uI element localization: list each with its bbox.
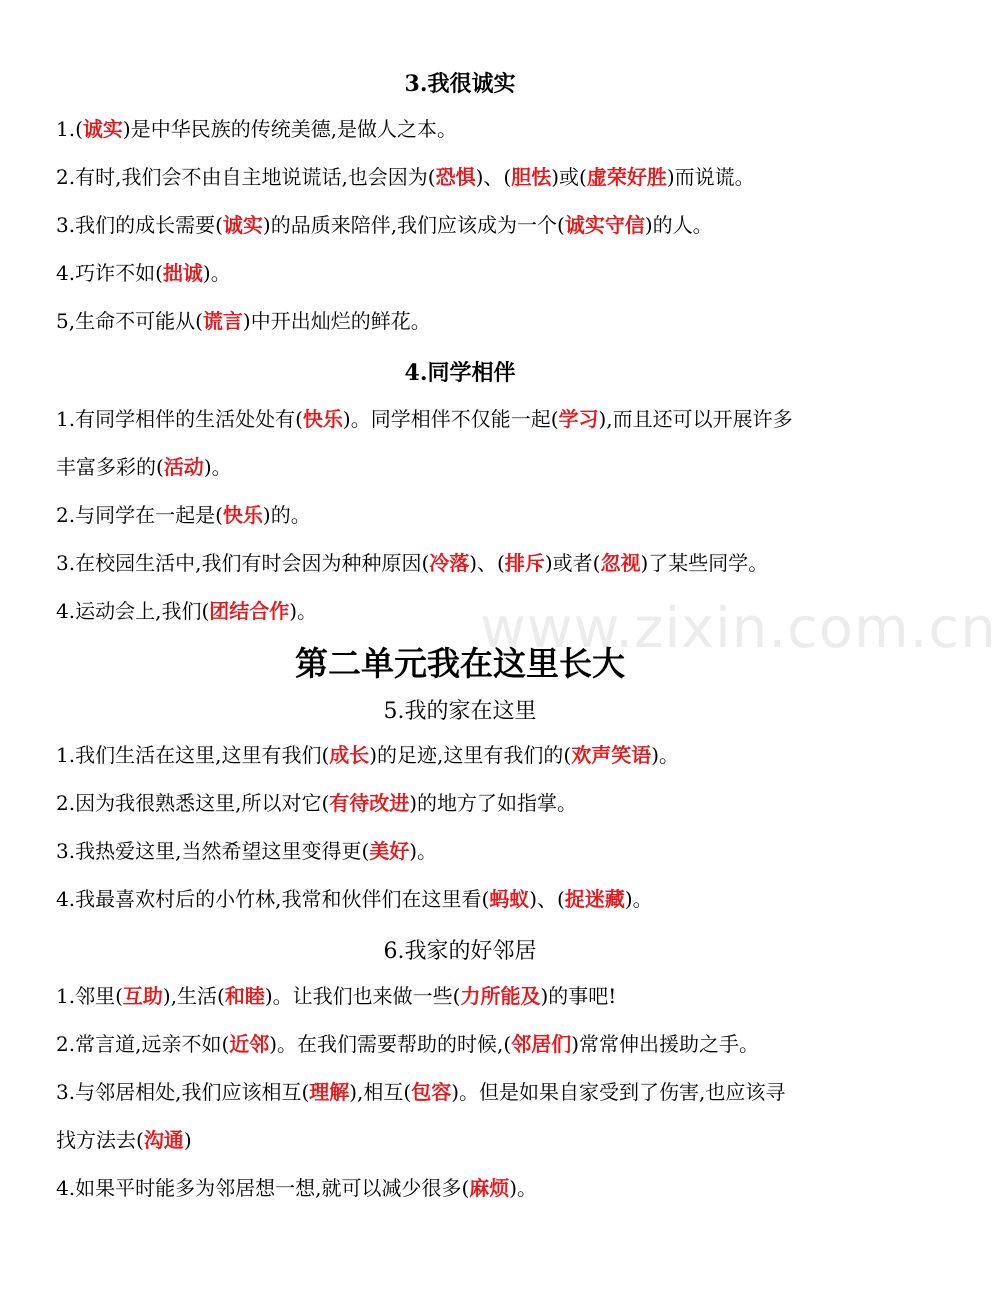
lesson-3-line-5 <box>56 309 876 333</box>
answer-text: 邻居们 <box>511 1032 572 1056</box>
answer-text: 捉迷藏 <box>564 887 625 911</box>
sentence-text: )。 <box>624 887 653 911</box>
sentence-text: ),生活( <box>162 984 225 1008</box>
answer-text: 忽视 <box>600 551 641 575</box>
answer-text: 虚荣好胜 <box>586 165 667 189</box>
sentence-text: 4.我最喜欢村后的小竹林,我常和伙伴们在这里看( <box>56 887 490 911</box>
sentence-text: )。 <box>651 743 680 767</box>
answer-text: 拙诚 <box>162 261 203 285</box>
sentence-text: )的。 <box>262 503 311 527</box>
sentence-text: )。 <box>289 599 318 623</box>
sentence-text: 5,生命不可能从( <box>56 309 203 333</box>
lesson-6-line-3 <box>56 1080 876 1104</box>
sentence-text: )、( <box>469 551 505 575</box>
lesson-3-title: 3.我很诚实 <box>404 71 516 97</box>
lesson-4-line-1 <box>56 407 876 431</box>
answer-text: 冷落 <box>429 551 470 575</box>
answer-text: 诚实 <box>222 213 263 237</box>
lesson-3-line-4 <box>56 261 876 285</box>
answer-text: 近邻 <box>229 1032 270 1056</box>
answer-text: 胆怯 <box>511 165 552 189</box>
sentence-text: )。让我们也来做一些( <box>264 984 461 1008</box>
sentence-text: )。在我们需要帮助的时候,( <box>269 1032 512 1056</box>
lesson-5-line-2 <box>56 791 876 815</box>
sentence-text: )的地方了如指掌。 <box>409 791 578 815</box>
answer-text: 和睦 <box>224 984 265 1008</box>
lesson-3-line-2 <box>56 165 876 189</box>
sentence-text: )的品质来陪伴,我们应该成为一个( <box>262 213 565 237</box>
answer-text: 快乐 <box>302 407 343 431</box>
sentence-text: )、( <box>529 887 565 911</box>
lesson-5-title: 5.我的家在这里 <box>383 699 537 724</box>
sentence-text: ),相互( <box>349 1080 412 1104</box>
sentence-text: )。 <box>409 839 438 863</box>
sentence-text: 丰富多彩的( <box>56 455 164 479</box>
answer-text: 活动 <box>163 455 204 479</box>
answer-text: 团结合作 <box>209 599 290 623</box>
sentence-text: )常常伸出援助之手。 <box>571 1032 760 1056</box>
lesson-4-line-5 <box>56 599 876 623</box>
answer-text: 谎言 <box>202 309 243 333</box>
sentence-text: 2.与同学在一起是( <box>56 503 223 527</box>
sentence-text: 1.( <box>56 117 83 141</box>
lesson-3-line-1 <box>56 117 876 141</box>
lesson-4-line-4 <box>56 551 876 575</box>
answer-text: 美好 <box>369 839 410 863</box>
sentence-text: 3.在校园生活中,我们有时会因为种种原因( <box>56 551 430 575</box>
lesson-6-line-1 <box>56 984 876 1008</box>
answer-text: 沟通 <box>143 1128 184 1152</box>
sentence-text: 2.有时,我们会不由自主地说谎话,也会因为( <box>56 165 436 189</box>
sentence-text: )是中华民族的传统美德,是做人之本。 <box>122 117 458 141</box>
sentence-text: ),而且还可以开展许多 <box>598 407 793 431</box>
sentence-text: 找方法去( <box>56 1128 144 1152</box>
sentence-text: 4.如果平时能多为邻居想一想,就可以减少很多( <box>56 1176 470 1200</box>
answer-text: 欢声笑语 <box>571 743 652 767</box>
sentence-text: 3.我们的成长需要( <box>56 213 223 237</box>
answer-text: 恐惧 <box>435 165 476 189</box>
sentence-text: 3.我热爱这里,当然希望这里变得更( <box>56 839 370 863</box>
sentence-text: )、( <box>475 165 512 189</box>
answer-text: 包容 <box>411 1080 452 1104</box>
sentence-text: )。但是如果自家受到了伤害,也应该寻 <box>451 1080 786 1104</box>
lesson-6-line-5 <box>56 1176 876 1200</box>
answer-text: 成长 <box>329 743 370 767</box>
lesson-4-line-2 <box>56 455 876 479</box>
answer-text: 麻烦 <box>469 1176 510 1200</box>
unit-2-title: 第二单元我在这里长大 <box>295 644 625 683</box>
sentence-text: )的足迹,这里有我们的( <box>369 743 572 767</box>
sentence-text: 1.有同学相伴的生活处处有( <box>56 407 303 431</box>
sentence-text: )。 <box>202 261 231 285</box>
sentence-text: )了某些同学。 <box>640 551 769 575</box>
lesson-6-line-2 <box>56 1032 876 1056</box>
lesson-6-title: 6.我家的好邻居 <box>383 939 537 964</box>
sentence-text: 2.因为我很熟悉这里,所以对它( <box>56 791 330 815</box>
sentence-text: ) <box>183 1128 192 1152</box>
sentence-text: )的事吧! <box>540 984 617 1008</box>
sentence-text: )。 <box>203 455 232 479</box>
lesson-5-line-1 <box>56 743 876 767</box>
answer-text: 排斥 <box>504 551 545 575</box>
sentence-text: )中开出灿烂的鲜花。 <box>242 309 431 333</box>
answer-text: 诚实守信 <box>564 213 645 237</box>
answer-text: 诚实 <box>82 117 123 141</box>
sentence-text: 1.我们生活在这里,这里有我们( <box>56 743 330 767</box>
answer-text: 力所能及 <box>460 984 541 1008</box>
lesson-6-line-4 <box>56 1128 876 1152</box>
sentence-text: )或者( <box>544 551 601 575</box>
lesson-3-line-3 <box>56 213 876 237</box>
lesson-4-title: 4.同学相伴 <box>404 360 516 386</box>
answer-text: 理解 <box>309 1080 350 1104</box>
answer-text: 互助 <box>122 984 163 1008</box>
lesson-5-line-4 <box>56 887 876 911</box>
lesson-4-line-3 <box>56 503 876 527</box>
sentence-text: 3.与邻居相处,我们应该相互( <box>56 1080 310 1104</box>
sentence-text: )或( <box>551 165 587 189</box>
answer-text: 有待改进 <box>329 791 410 815</box>
watermark: www.zixin.com.cn <box>480 596 997 661</box>
answer-text: 蚂蚁 <box>489 887 530 911</box>
answer-text: 快乐 <box>222 503 263 527</box>
lesson-5-line-3 <box>56 839 876 863</box>
sentence-text: 4.巧诈不如( <box>56 261 163 285</box>
sentence-text: )。 <box>509 1176 538 1200</box>
sentence-text: 2.常言道,远亲不如( <box>56 1032 230 1056</box>
sentence-text: 1.邻里( <box>56 984 123 1008</box>
sentence-text: )。同学相伴不仅能一起( <box>342 407 559 431</box>
answer-text: 学习 <box>558 407 599 431</box>
sentence-text: 4.运动会上,我们( <box>56 599 210 623</box>
sentence-text: )而说谎。 <box>666 165 755 189</box>
sentence-text: )的人。 <box>644 213 713 237</box>
